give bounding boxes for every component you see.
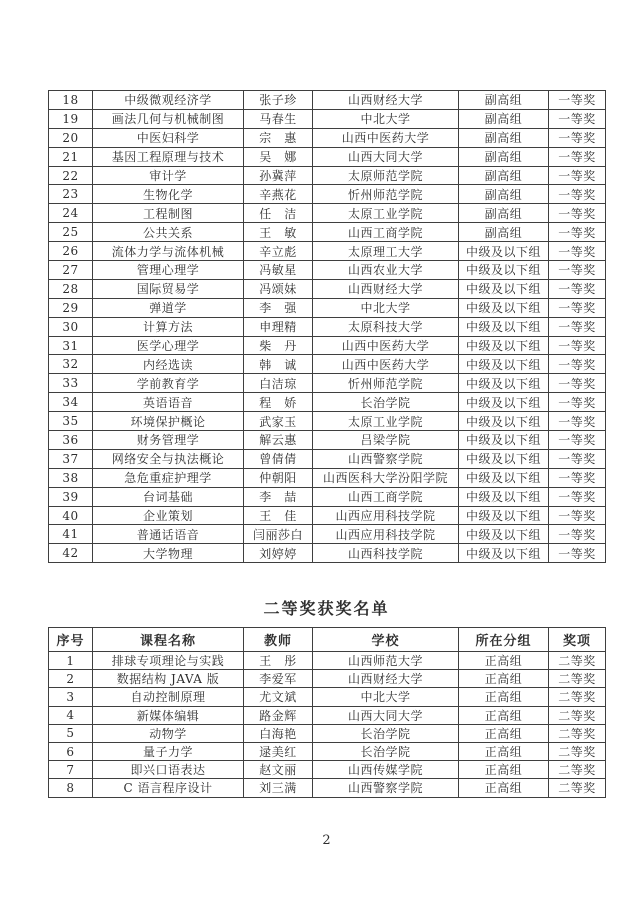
table-row <box>49 706 606 724</box>
table-cell: 即兴口语表达 <box>93 761 244 779</box>
table-cell: 28 <box>49 279 93 298</box>
table-cell: 33 <box>49 374 93 393</box>
table-cell: 山西大同大学 <box>313 147 459 166</box>
table-cell: 路金辉 <box>244 706 313 724</box>
table-cell: 25 <box>49 223 93 242</box>
table-cell: 39 <box>49 487 93 506</box>
table-cell: 正高组 <box>459 652 549 670</box>
table-row <box>49 317 606 336</box>
table-cell: 太原理工大学 <box>313 242 459 261</box>
table-row <box>49 147 606 166</box>
table-cell: 中级及以下组 <box>459 393 549 412</box>
table-cell: 35 <box>49 412 93 431</box>
table-row <box>49 742 606 760</box>
table-cell: 新媒体编辑 <box>93 706 244 724</box>
table-cell: 山西科技学院 <box>313 544 459 563</box>
table-row <box>49 506 606 525</box>
table-row <box>49 374 606 393</box>
table-cell: 山西财经大学 <box>313 670 459 688</box>
table-cell: 山西财经大学 <box>313 279 459 298</box>
table-row <box>49 204 606 223</box>
second-prize-table-body <box>49 652 606 798</box>
table-cell: 二等奖 <box>549 652 606 670</box>
table-cell: 刘三满 <box>244 779 313 797</box>
table-cell: 尤文斌 <box>244 688 313 706</box>
table-cell: C 语言程序设计 <box>93 779 244 797</box>
table-cell: 4 <box>49 706 93 724</box>
table-cell: 二等奖 <box>549 706 606 724</box>
table-cell: 中级微观经济学 <box>93 91 244 110</box>
table-cell: 29 <box>49 298 93 317</box>
table-cell: 一等奖 <box>549 204 606 223</box>
table-row <box>49 393 606 412</box>
table-cell: 排球专项理论与实践 <box>93 652 244 670</box>
column-header: 序号 <box>49 628 93 652</box>
table-cell: 柴 丹 <box>244 336 313 355</box>
table-cell: 闫丽莎白 <box>244 525 313 544</box>
table-cell: 动物学 <box>93 724 244 742</box>
table-cell: 李 喆 <box>244 487 313 506</box>
table-cell: 宗 惠 <box>244 128 313 147</box>
table-cell: 王 敏 <box>244 223 313 242</box>
table-cell: 40 <box>49 506 93 525</box>
table-cell: 36 <box>49 431 93 450</box>
table-cell: 太原科技大学 <box>313 317 459 336</box>
table-cell: 吴 娜 <box>244 147 313 166</box>
table-cell: 中北大学 <box>313 688 459 706</box>
table-cell: 内经选读 <box>93 355 244 374</box>
table-cell: 42 <box>49 544 93 563</box>
table-cell: 马春生 <box>244 109 313 128</box>
table-cell: 6 <box>49 742 93 760</box>
table-cell: 1 <box>49 652 93 670</box>
table-cell: 正高组 <box>459 761 549 779</box>
table-cell: 山西农业大学 <box>313 261 459 280</box>
table-cell: 26 <box>49 242 93 261</box>
table-cell: 英语语音 <box>93 393 244 412</box>
table-cell: 一等奖 <box>549 128 606 147</box>
table-cell: 一等奖 <box>549 261 606 280</box>
table-row <box>49 261 606 280</box>
table-cell: 正高组 <box>459 742 549 760</box>
table-cell: 22 <box>49 166 93 185</box>
table-cell: 中级及以下组 <box>459 336 549 355</box>
table-cell: 中级及以下组 <box>459 374 549 393</box>
table-cell: 27 <box>49 261 93 280</box>
table-row <box>49 109 606 128</box>
column-header: 奖项 <box>549 628 606 652</box>
table-cell: 32 <box>49 355 93 374</box>
table-cell: 一等奖 <box>549 109 606 128</box>
table-cell: 吕梁学院 <box>313 431 459 450</box>
table-cell: 副高组 <box>459 204 549 223</box>
table-cell: 白海艳 <box>244 724 313 742</box>
table-cell: 2 <box>49 670 93 688</box>
table-cell: 山西传媒学院 <box>313 761 459 779</box>
table-cell: 自动控制原理 <box>93 688 244 706</box>
table-cell: 副高组 <box>459 166 549 185</box>
table-cell: 任 洁 <box>244 204 313 223</box>
table-cell: 正高组 <box>459 706 549 724</box>
table-cell: 二等奖 <box>549 779 606 797</box>
table-cell: 一等奖 <box>549 298 606 317</box>
table-row <box>49 724 606 742</box>
table-cell: 解云惠 <box>244 431 313 450</box>
table-cell: 忻州师范学院 <box>313 374 459 393</box>
table-cell: 一等奖 <box>549 336 606 355</box>
table-cell: 申理精 <box>244 317 313 336</box>
table-cell: 王 彤 <box>244 652 313 670</box>
table-cell: 一等奖 <box>549 525 606 544</box>
table-cell: 山西医科大学汾阳学院 <box>313 468 459 487</box>
table-cell: 一等奖 <box>549 393 606 412</box>
table-cell: 正高组 <box>459 670 549 688</box>
table-cell: 41 <box>49 525 93 544</box>
table-cell: 31 <box>49 336 93 355</box>
table-cell: 山西大同大学 <box>313 706 459 724</box>
table-cell: 中级及以下组 <box>459 261 549 280</box>
column-header: 教师 <box>244 628 313 652</box>
table-cell: 逯美红 <box>244 742 313 760</box>
table-header-row <box>49 628 606 652</box>
table-cell: 山西警察学院 <box>313 449 459 468</box>
table-row <box>49 91 606 110</box>
table-cell: 弹道学 <box>93 298 244 317</box>
table-cell: 副高组 <box>459 91 549 110</box>
table-cell: 山西师范大学 <box>313 652 459 670</box>
table-cell: 中医妇科学 <box>93 128 244 147</box>
table-cell: 仲朝阳 <box>244 468 313 487</box>
table-cell: 王 佳 <box>244 506 313 525</box>
table-cell: 中北大学 <box>313 109 459 128</box>
table-cell: 中级及以下组 <box>459 449 549 468</box>
table-cell: 一等奖 <box>549 487 606 506</box>
table-cell: 一等奖 <box>549 279 606 298</box>
table-cell: 辛立彪 <box>244 242 313 261</box>
table-row <box>49 487 606 506</box>
table-cell: 长治学院 <box>313 393 459 412</box>
table-cell: 二等奖 <box>549 761 606 779</box>
table-cell: 一等奖 <box>549 355 606 374</box>
table-cell: 中级及以下组 <box>459 431 549 450</box>
table-cell: 山西应用科技学院 <box>313 506 459 525</box>
table-cell: 正高组 <box>459 688 549 706</box>
table-cell: 5 <box>49 724 93 742</box>
first-prize-table-body <box>49 91 606 563</box>
table-cell: 台词基础 <box>93 487 244 506</box>
column-header: 学校 <box>313 628 459 652</box>
table-cell: 20 <box>49 128 93 147</box>
table-cell: 韩 诚 <box>244 355 313 374</box>
table-cell: 长治学院 <box>313 724 459 742</box>
table-cell: 正高组 <box>459 779 549 797</box>
table-cell: 计算方法 <box>93 317 244 336</box>
column-header: 课程名称 <box>93 628 244 652</box>
table-cell: 国际贸易学 <box>93 279 244 298</box>
table-cell: 太原工业学院 <box>313 204 459 223</box>
table-cell: 刘婷婷 <box>244 544 313 563</box>
table-cell: 急危重症护理学 <box>93 468 244 487</box>
table-cell: 工程制图 <box>93 204 244 223</box>
table-cell: 中级及以下组 <box>459 242 549 261</box>
table-cell: 网络安全与执法概论 <box>93 449 244 468</box>
table-row <box>49 355 606 374</box>
table-cell: 副高组 <box>459 147 549 166</box>
table-cell: 23 <box>49 185 93 204</box>
table-cell: 管理心理学 <box>93 261 244 280</box>
table-cell: 38 <box>49 468 93 487</box>
table-row <box>49 336 606 355</box>
table-cell: 医学心理学 <box>93 336 244 355</box>
table-cell: 24 <box>49 204 93 223</box>
table-cell: 李 强 <box>244 298 313 317</box>
table-cell: 正高组 <box>459 724 549 742</box>
table-cell: 一等奖 <box>549 412 606 431</box>
table-row <box>49 688 606 706</box>
table-row <box>49 652 606 670</box>
table-cell: 中级及以下组 <box>459 298 549 317</box>
table-cell: 山西警察学院 <box>313 779 459 797</box>
table-cell: 二等奖 <box>549 742 606 760</box>
column-header: 所在分组 <box>459 628 549 652</box>
table-row <box>49 298 606 317</box>
table-cell: 山西财经大学 <box>313 91 459 110</box>
table-cell: 白洁琼 <box>244 374 313 393</box>
table-row <box>49 223 606 242</box>
table-cell: 副高组 <box>459 223 549 242</box>
table-cell: 冯颂妹 <box>244 279 313 298</box>
table-cell: 山西中医药大学 <box>313 355 459 374</box>
table-row <box>49 468 606 487</box>
table-cell: 量子力学 <box>93 742 244 760</box>
table-row <box>49 431 606 450</box>
table-cell: 长治学院 <box>313 742 459 760</box>
table-cell: 37 <box>49 449 93 468</box>
table-cell: 山西中医药大学 <box>313 336 459 355</box>
table-cell: 企业策划 <box>93 506 244 525</box>
table-cell: 冯敏星 <box>244 261 313 280</box>
second-prize-table <box>48 627 606 798</box>
table-cell: 中级及以下组 <box>459 525 549 544</box>
table-cell: 中级及以下组 <box>459 355 549 374</box>
table-row <box>49 412 606 431</box>
table-row <box>49 242 606 261</box>
table-cell: 一等奖 <box>549 468 606 487</box>
table-cell: 太原工业学院 <box>313 412 459 431</box>
table-cell: 34 <box>49 393 93 412</box>
table-cell: 副高组 <box>459 109 549 128</box>
table-cell: 19 <box>49 109 93 128</box>
table-cell: 山西中医药大学 <box>313 128 459 147</box>
table-cell: 中级及以下组 <box>459 468 549 487</box>
table-cell: 中级及以下组 <box>459 317 549 336</box>
table-row <box>49 525 606 544</box>
table-cell: 山西工商学院 <box>313 223 459 242</box>
table-cell: 中北大学 <box>313 298 459 317</box>
table-cell: 程 娇 <box>244 393 313 412</box>
table-row <box>49 761 606 779</box>
table-cell: 山西工商学院 <box>313 487 459 506</box>
table-cell: 李爱军 <box>244 670 313 688</box>
table-cell: 武家玉 <box>244 412 313 431</box>
table-cell: 基因工程原理与技术 <box>93 147 244 166</box>
table-cell: 副高组 <box>459 128 549 147</box>
table-row <box>49 779 606 797</box>
table-row <box>49 544 606 563</box>
table-row <box>49 670 606 688</box>
table-cell: 审计学 <box>93 166 244 185</box>
table-cell: 一等奖 <box>549 317 606 336</box>
table-row <box>49 128 606 147</box>
page-number: 2 <box>322 833 331 848</box>
table-cell: 副高组 <box>459 185 549 204</box>
table-cell: 张子珍 <box>244 91 313 110</box>
table-cell: 一等奖 <box>549 185 606 204</box>
table-cell: 数据结构 JAVA 版 <box>93 670 244 688</box>
table-cell: 赵文丽 <box>244 761 313 779</box>
table-cell: 30 <box>49 317 93 336</box>
table-cell: 一等奖 <box>549 147 606 166</box>
table-row <box>49 185 606 204</box>
table-row <box>49 449 606 468</box>
table-cell: 一等奖 <box>549 449 606 468</box>
table-cell: 生物化学 <box>93 185 244 204</box>
table-cell: 山西应用科技学院 <box>313 525 459 544</box>
table-cell: 21 <box>49 147 93 166</box>
table-cell: 二等奖 <box>549 670 606 688</box>
table-cell: 学前教育学 <box>93 374 244 393</box>
table-cell: 一等奖 <box>549 242 606 261</box>
table-cell: 中级及以下组 <box>459 506 549 525</box>
table-cell: 忻州师范学院 <box>313 185 459 204</box>
table-row <box>49 279 606 298</box>
table-cell: 一等奖 <box>549 223 606 242</box>
table-cell: 曾倩倩 <box>244 449 313 468</box>
table-cell: 二等奖 <box>549 724 606 742</box>
table-cell: 一等奖 <box>549 91 606 110</box>
first-prize-table-continued <box>48 90 606 563</box>
table-cell: 中级及以下组 <box>459 544 549 563</box>
table-cell: 二等奖 <box>549 688 606 706</box>
table-cell: 7 <box>49 761 93 779</box>
table-cell: 一等奖 <box>549 431 606 450</box>
table-row <box>49 166 606 185</box>
table-cell: 中级及以下组 <box>459 487 549 506</box>
table-cell: 画法几何与机械制图 <box>93 109 244 128</box>
table-cell: 大学物理 <box>93 544 244 563</box>
table-cell: 孙冀萍 <box>244 166 313 185</box>
table-cell: 18 <box>49 91 93 110</box>
table-cell: 辛燕花 <box>244 185 313 204</box>
table-cell: 一等奖 <box>549 166 606 185</box>
table-cell: 8 <box>49 779 93 797</box>
table-cell: 公共关系 <box>93 223 244 242</box>
second-prize-section-heading: 二等奖获奖名单 <box>263 599 390 618</box>
table-cell: 环境保护概论 <box>93 412 244 431</box>
table-cell: 太原师范学院 <box>313 166 459 185</box>
table-cell: 中级及以下组 <box>459 279 549 298</box>
table-cell: 财务管理学 <box>93 431 244 450</box>
table-cell: 一等奖 <box>549 506 606 525</box>
table-cell: 普通话语音 <box>93 525 244 544</box>
table-cell: 一等奖 <box>549 544 606 563</box>
table-cell: 中级及以下组 <box>459 412 549 431</box>
table-cell: 3 <box>49 688 93 706</box>
table-cell: 流体力学与流体机械 <box>93 242 244 261</box>
table-cell: 一等奖 <box>549 374 606 393</box>
